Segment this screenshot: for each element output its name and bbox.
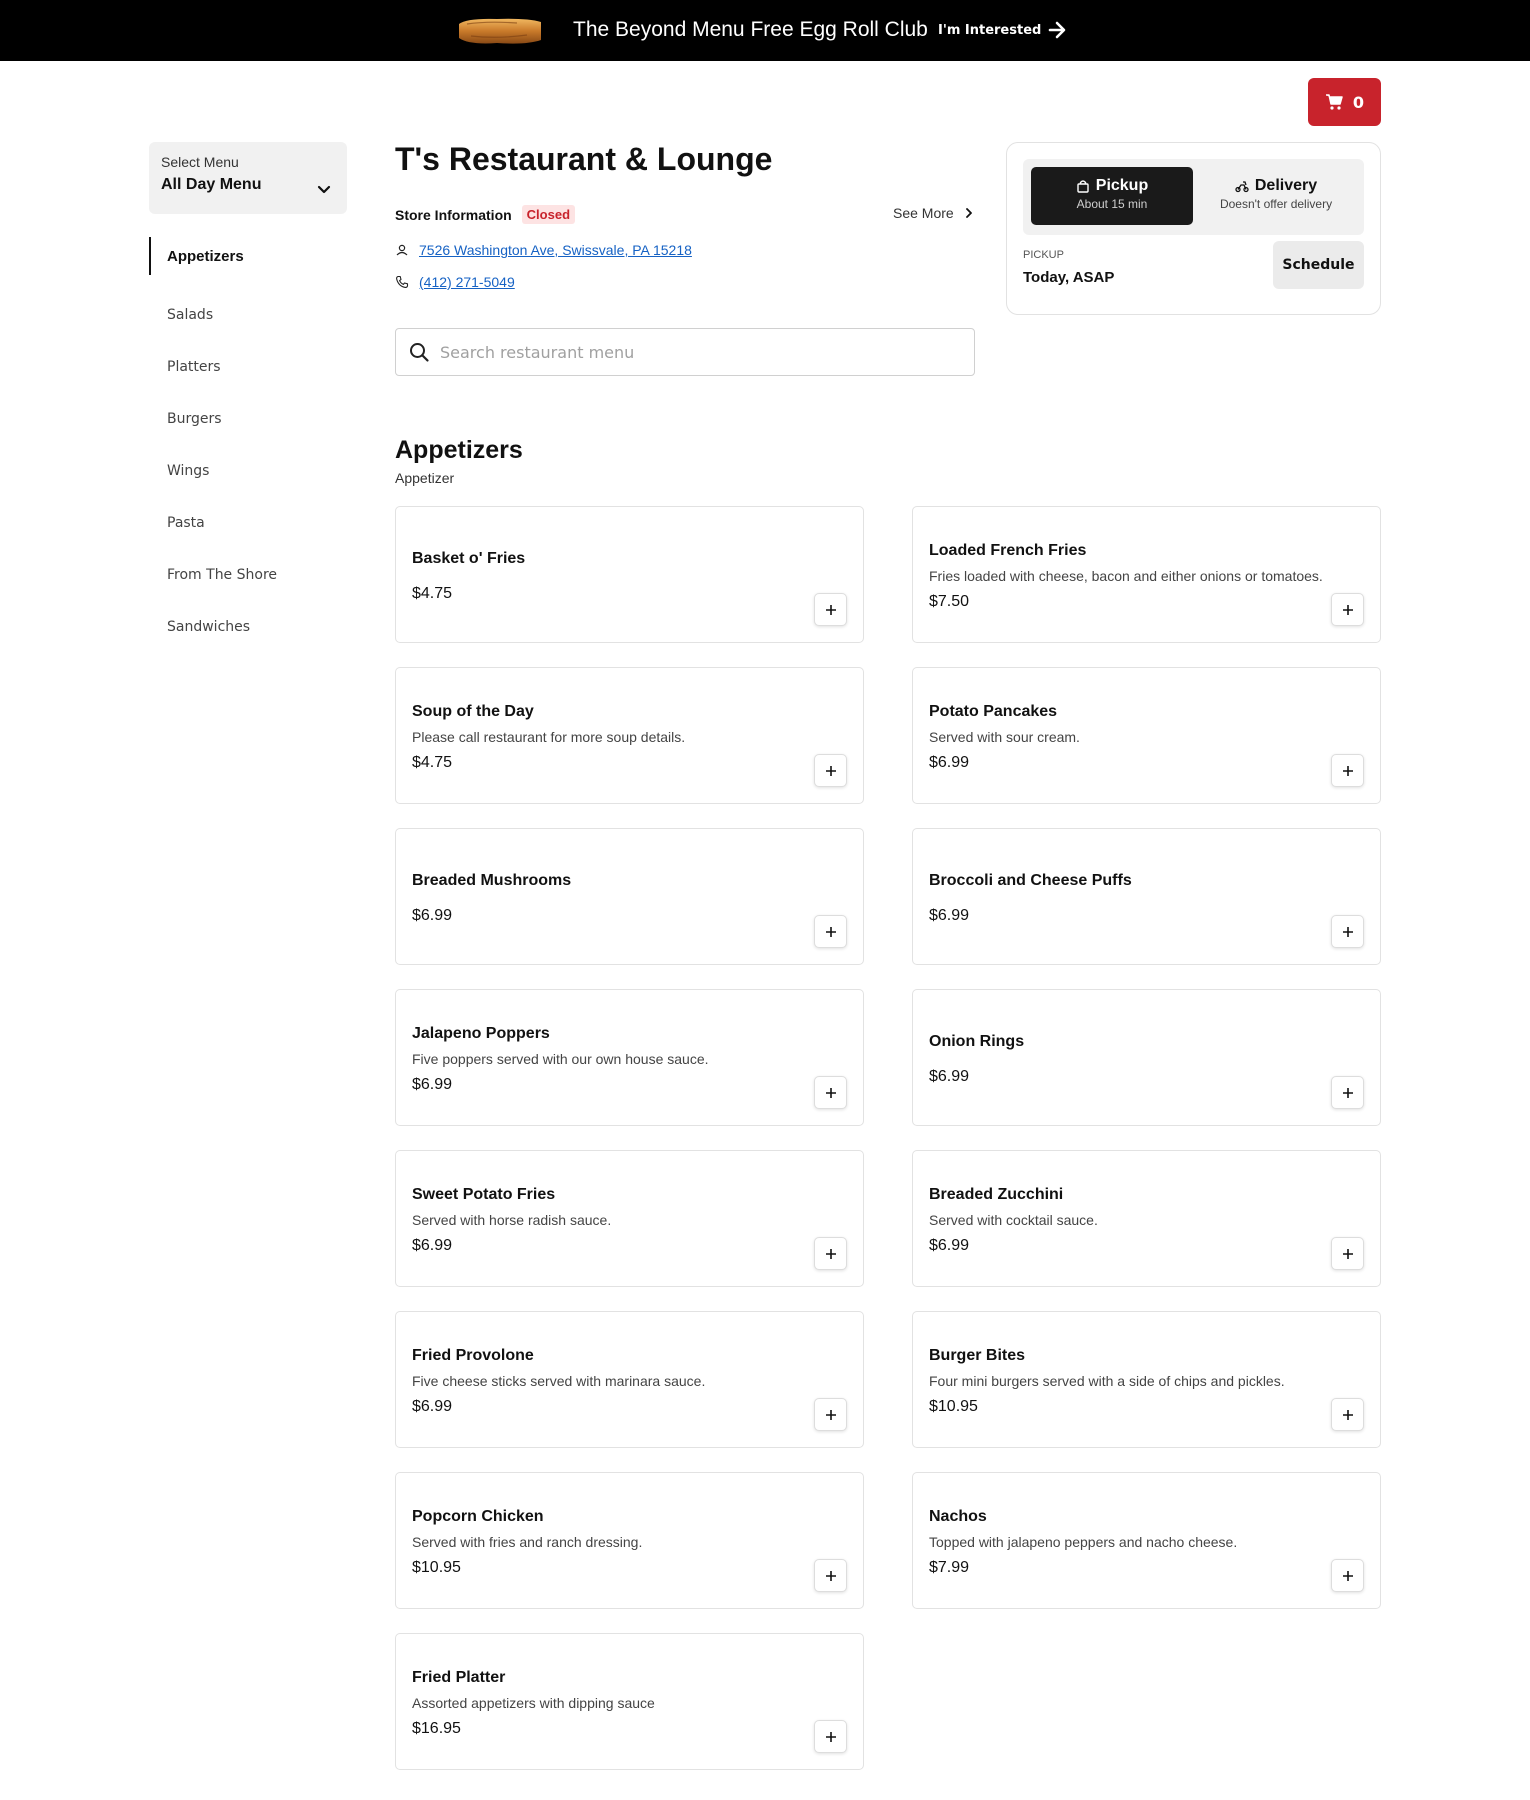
add-item-button[interactable]	[814, 1076, 847, 1109]
add-item-button[interactable]	[1331, 1076, 1364, 1109]
schedule-button[interactable]: Schedule	[1273, 241, 1364, 289]
plus-icon	[825, 926, 837, 938]
menu-item-card[interactable]	[395, 989, 864, 1126]
phone-line	[395, 274, 515, 290]
pickup-when-value: Today, ASAP	[1023, 269, 1115, 286]
status-badge: Closed	[522, 205, 575, 224]
add-item-button[interactable]	[814, 593, 847, 626]
cart-icon	[1325, 93, 1343, 111]
pickup-time: About 15 min	[1076, 197, 1148, 211]
phone-icon	[395, 275, 409, 289]
category-wings[interactable]: Wings	[167, 463, 210, 479]
item-name: Sweet Potato Fries	[412, 1186, 556, 1203]
menu-item-card[interactable]	[395, 1472, 864, 1609]
menu-select[interactable]	[149, 142, 347, 214]
plus-icon	[825, 604, 837, 616]
item-name: Popcorn Chicken	[412, 1508, 544, 1525]
phone-link[interactable]: (412) 271-5049	[419, 274, 515, 290]
search-icon	[408, 341, 430, 363]
delivery-option[interactable]	[1195, 167, 1357, 225]
item-name: Nachos	[929, 1508, 987, 1525]
plus-icon	[1342, 1248, 1354, 1260]
item-description: Served with sour cream.	[929, 729, 1080, 745]
chevron-down-icon	[317, 182, 331, 196]
plus-icon	[825, 1087, 837, 1099]
item-description: Assorted appetizers with dipping sauce	[412, 1695, 655, 1711]
plus-icon	[1342, 926, 1354, 938]
item-price: $6.99	[412, 907, 453, 924]
item-name: Potato Pancakes	[929, 703, 1058, 720]
item-price: $6.99	[929, 754, 970, 771]
menu-item-card[interactable]	[912, 1472, 1381, 1609]
item-name: Breaded Mushrooms	[412, 872, 572, 889]
plus-icon	[1342, 1409, 1354, 1421]
menu-item-card[interactable]	[912, 1150, 1381, 1287]
address-line	[395, 242, 692, 258]
add-item-button[interactable]	[814, 1720, 847, 1753]
see-more-label: See More	[893, 205, 954, 221]
item-price: $16.95	[412, 1720, 461, 1737]
item-price: $7.99	[929, 1559, 970, 1576]
add-item-button[interactable]	[814, 915, 847, 948]
menu-select-value: All Day Menu	[161, 176, 262, 193]
item-price: $7.50	[929, 593, 970, 610]
add-item-button[interactable]	[814, 1559, 847, 1592]
item-name: Fried Platter	[412, 1669, 506, 1686]
item-name: Soup of the Day	[412, 703, 534, 720]
add-item-button[interactable]	[1331, 915, 1364, 948]
plus-icon	[825, 1731, 837, 1743]
item-price: $4.75	[412, 754, 453, 771]
menu-select-label: Select Menu	[161, 154, 239, 170]
category-salads[interactable]: Salads	[167, 307, 214, 323]
item-name: Breaded Zucchini	[929, 1186, 1064, 1203]
search-input[interactable]	[440, 343, 960, 362]
plus-icon	[1342, 604, 1354, 616]
item-name: Loaded French Fries	[929, 542, 1087, 559]
add-item-button[interactable]	[1331, 1559, 1364, 1592]
restaurant-name: T's Restaurant & Lounge	[395, 141, 773, 177]
delivery-status: Doesn't offer delivery	[1219, 197, 1333, 211]
plus-icon	[825, 1570, 837, 1582]
item-description: Four mini burgers served with a side of chips and pickles.	[929, 1373, 1285, 1389]
promo-banner	[0, 0, 1530, 61]
scooter-icon	[1235, 179, 1249, 193]
item-price: $6.99	[412, 1076, 453, 1093]
chevron-right-icon	[964, 208, 974, 218]
order-type-toggle	[1023, 159, 1364, 235]
add-item-button[interactable]	[814, 1237, 847, 1270]
item-description: Five poppers served with our own house sauce.	[412, 1051, 709, 1067]
section-subtitle: Appetizer	[395, 470, 455, 486]
item-name: Broccoli and Cheese Puffs	[929, 872, 1132, 889]
add-item-button[interactable]	[1331, 1398, 1364, 1431]
shopping-bag-icon	[1076, 179, 1090, 193]
location-icon	[395, 243, 409, 257]
item-name: Burger Bites	[929, 1347, 1026, 1364]
menu-item-card[interactable]	[395, 1633, 864, 1770]
item-description: Served with cocktail sauce.	[929, 1212, 1098, 1228]
menu-item-card[interactable]	[912, 1311, 1381, 1448]
plus-icon	[825, 1409, 837, 1421]
pickup-when-label: PICKUP	[1023, 249, 1064, 261]
plus-icon	[1342, 1570, 1354, 1582]
category-burgers[interactable]: Burgers	[167, 411, 222, 427]
plus-icon	[1342, 765, 1354, 777]
see-more-link[interactable]	[893, 205, 974, 221]
add-item-button[interactable]	[1331, 754, 1364, 787]
menu-item-card[interactable]	[395, 828, 864, 965]
delivery-label: Delivery	[1254, 177, 1318, 194]
category-appetizers[interactable]: Appetizers	[149, 237, 347, 275]
pickup-label: Pickup	[1095, 177, 1149, 194]
search-box	[395, 328, 975, 376]
item-price: $6.99	[929, 1237, 970, 1254]
item-price: $4.75	[412, 585, 453, 602]
cart-count: 0	[1352, 92, 1365, 112]
item-description: Topped with jalapeno peppers and nacho cheese.	[929, 1534, 1238, 1550]
pickup-option[interactable]	[1031, 167, 1193, 225]
item-description: Please call restaurant for more soup details.	[412, 729, 686, 745]
plus-icon	[825, 1248, 837, 1260]
cart-button[interactable]	[1308, 78, 1381, 126]
order-panel	[1006, 142, 1381, 315]
menu-item-card[interactable]	[395, 1311, 864, 1448]
add-item-button[interactable]	[814, 754, 847, 787]
im-interested-link[interactable]	[938, 20, 1067, 40]
menu-item-card[interactable]	[912, 667, 1381, 804]
plus-icon	[825, 765, 837, 777]
add-item-button[interactable]	[814, 1398, 847, 1431]
menu-item-card[interactable]	[395, 667, 864, 804]
item-price: $6.99	[929, 907, 970, 924]
menu-item-card[interactable]	[912, 828, 1381, 965]
item-price: $10.95	[929, 1398, 978, 1415]
address-link[interactable]: 7526 Washington Ave, Swissvale, PA 15218	[419, 242, 692, 258]
cta-label: I'm Interested	[938, 22, 1042, 38]
plus-icon	[1342, 1087, 1354, 1099]
item-price: $6.99	[412, 1237, 453, 1254]
category-from-the-shore[interactable]: From The Shore	[167, 567, 278, 583]
category-sandwiches[interactable]: Sandwiches	[167, 619, 251, 635]
menu-item-card[interactable]	[912, 506, 1381, 643]
item-price: $10.95	[412, 1559, 461, 1576]
category-platters[interactable]: Platters	[167, 359, 221, 375]
category-list	[149, 237, 347, 653]
item-description: Fries loaded with cheese, bacon and either onions or tomatoes.	[929, 568, 1323, 584]
item-name: Jalapeno Poppers	[412, 1025, 550, 1042]
item-name: Onion Rings	[929, 1033, 1025, 1050]
arrow-right-icon	[1047, 20, 1067, 40]
item-name: Basket o' Fries	[412, 550, 526, 567]
item-price: $6.99	[929, 1068, 970, 1085]
item-description: Served with fries and ranch dressing.	[412, 1534, 643, 1550]
store-info-label: Store Information	[395, 206, 512, 223]
add-item-button[interactable]	[1331, 593, 1364, 626]
item-description: Served with horse radish sauce.	[412, 1212, 612, 1228]
egg-roll-image	[457, 16, 543, 46]
section-title: Appetizers	[395, 436, 523, 464]
item-description: Five cheese sticks served with marinara sauce.	[412, 1373, 706, 1389]
store-information	[395, 205, 575, 224]
add-item-button[interactable]	[1331, 1237, 1364, 1270]
menu-item-card[interactable]	[395, 1150, 864, 1287]
banner-title: The Beyond Menu Free Egg Roll Club	[573, 18, 928, 41]
category-pasta[interactable]: Pasta	[167, 515, 205, 531]
menu-item-card[interactable]	[912, 989, 1381, 1126]
item-name: Fried Provolone	[412, 1347, 534, 1364]
item-price: $6.99	[412, 1398, 453, 1415]
menu-item-card[interactable]	[395, 506, 864, 643]
